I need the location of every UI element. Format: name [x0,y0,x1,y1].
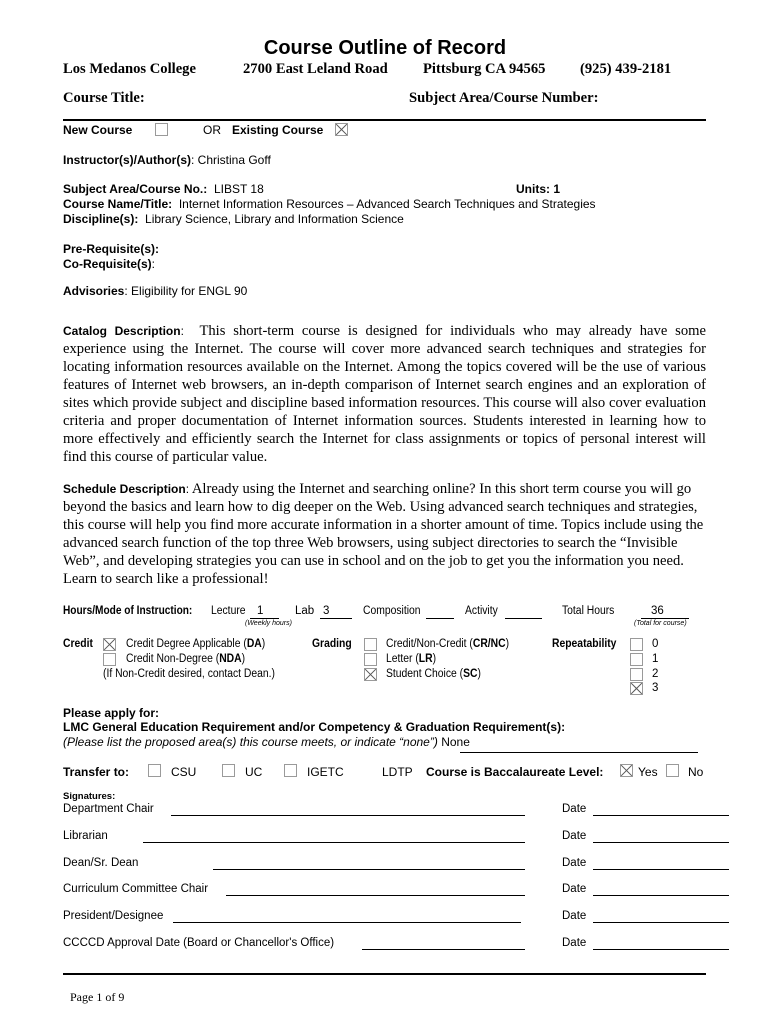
college-name: Los Medanos College [63,61,196,77]
coreq-label: Co-Requisite(s) [63,257,152,271]
sig-librarian-label: Librarian [63,830,108,842]
sig-dean-label: Dean/Sr. Dean [63,857,139,869]
sig-librarian-date-line[interactable] [593,842,729,843]
baccalaureate-no-label: No [688,765,704,779]
total-hours-label: Total Hours [562,605,615,617]
sig-president-line[interactable] [173,922,521,923]
gen-ed-instr-none: none [403,735,430,749]
total-note: (Total for course) [634,620,687,627]
schedule-colon: : [185,482,190,496]
existing-course-checkbox[interactable] [335,123,348,136]
total-hours-underline [641,618,689,619]
sig-department-chair-line[interactable] [171,815,525,816]
sig-president-label: President/Designee [63,910,164,922]
header-divider [63,119,706,121]
sig-department-chair-date-label: Date [562,803,587,815]
repeat-1-checkbox[interactable] [630,653,643,666]
grading-crnc-close: ) [505,638,510,650]
signatures-heading: Signatures: [63,791,116,802]
sig-curriculum-chair-label: Curriculum Committee Chair [63,883,209,895]
credit-nda-text: Credit Non-Degree ( [126,653,220,665]
sig-dean-date-line[interactable] [593,869,729,870]
gen-ed-value: None [441,735,470,749]
transfer-uc-checkbox[interactable] [222,764,235,777]
credit-nda-label [126,653,245,665]
transfer-uc-label: UC [245,765,263,779]
transfer-csu-checkbox[interactable] [148,764,161,777]
lab-underline [320,618,352,619]
baccalaureate-no-checkbox[interactable] [666,764,679,777]
repeat-3-checkbox[interactable] [630,682,643,695]
units-row [516,182,560,196]
subject-value: LIBST 18 [213,182,264,196]
credit-da-checkbox[interactable] [103,638,116,651]
grading-lr-code: LR [418,653,433,665]
transfer-igetc-label: IGETC [307,765,344,779]
sig-curriculum-chair-date-line[interactable] [593,895,729,896]
sig-cccd-line[interactable] [362,949,525,950]
sig-dean-date-label: Date [562,857,587,869]
prereq-label: Pre-Requisite(s): [63,242,160,256]
grading-sc-close: ) [477,668,481,680]
college-phone: (925) 439-2181 [580,61,672,77]
credit-da-text: Credit Degree Applicable ( [126,638,247,650]
subject-row [63,182,264,196]
sig-president-date-line[interactable] [593,922,729,923]
college-address: 2700 East Leland Road [243,61,388,77]
footer-divider [63,973,706,975]
credit-da-close: ) [261,638,266,650]
sig-cccd-label: CCCCD Approval Date (Board or Chancellor's Office) [63,937,335,949]
grading-sc-checkbox[interactable] [364,668,377,681]
course-name-label: Course Name/Title: [63,197,173,211]
lecture-label: Lecture [211,605,246,617]
new-course-checkbox[interactable] [155,123,168,136]
sig-department-chair-date-line[interactable] [593,815,729,816]
existing-course-label: Existing Course [232,123,324,137]
sig-cccd-date-line[interactable] [593,949,729,950]
grading-crnc-text: Credit/Non-Credit ( [386,638,473,650]
new-course-label: New Course [63,123,133,137]
coreq-row [63,257,155,271]
college-city: Pittsburg CA 94565 [423,61,546,77]
instructor-value: : Christina Goff [191,153,271,167]
page-title: Course Outline of Record [263,37,507,59]
sig-president-date-label: Date [562,910,587,922]
catalog-description [63,322,706,466]
advisories-row [63,284,247,298]
catalog-colon: : [180,324,184,338]
grading-label: Grading [312,638,352,650]
grading-sc-label [386,668,481,680]
transfer-igetc-checkbox[interactable] [284,764,297,777]
advisories-value: : Eligibility for ENGL 90 [124,284,248,298]
activity-underline [505,618,542,619]
lecture-underline [250,618,279,619]
schedule-description [63,480,706,588]
total-hours-value: 36 [651,605,664,617]
gen-ed-instr-b: ”) [429,735,442,749]
gen-ed-underline [460,752,698,753]
repeat-1-label: 1 [652,653,659,665]
baccalaureate-yes-label: Yes [638,765,658,779]
gen-ed-instructions [63,735,470,749]
sig-curriculum-chair-date-label: Date [562,883,587,895]
repeat-3-label: 3 [652,682,659,694]
repeat-0-checkbox[interactable] [630,638,643,651]
sig-dean-line[interactable] [213,869,525,870]
credit-label: Credit [63,638,93,650]
discipline-row [63,212,404,226]
repeat-2-label: 2 [652,668,659,680]
repeat-0-label: 0 [652,638,659,650]
apply-label: Please apply for: [63,706,160,720]
credit-nda-close: ) [241,653,246,665]
grading-sc-text: Student Choice ( [386,668,464,680]
repeat-2-checkbox[interactable] [630,668,643,681]
page-number: Page 1 of 9 [70,990,125,1004]
course-name-value: Internet Information Resources – Advanced Search Techniques and Strategies [178,197,596,211]
instructor-label: Instructor(s)/Author(s) [63,153,191,167]
schedule-label: Schedule Description [63,482,186,496]
schedule-text: Already using the Internet and searching online? In this short term course you will go beyond the basics and learn how to dig deeper on the Web. Using advanced search techniques and strategies, this course will help you find more accurate information in a shorter amount of time. Topics include using the advanced search function of the top three Web browsers, using subject directories to search the “Invisible Web”, and developing strategies you can use in school and on the job to get you the information you need. Learn to search like a professional! [63,481,704,587]
sig-librarian-date-label: Date [562,830,587,842]
or-label: OR [203,123,221,137]
sig-cccd-date-label: Date [562,937,587,949]
course-name-row [63,197,596,211]
activity-label: Activity [465,605,498,617]
grading-lr-label [386,653,436,665]
catalog-label: Catalog Description [63,324,181,338]
transfer-ldtp-label: LDTP [382,765,413,779]
grading-crnc-code: CR/NC [472,638,506,650]
repeatability-label: Repeatability [552,638,617,650]
sig-department-chair-label: Department Chair [63,803,154,815]
weekly-note: (Weekly hours) [245,620,292,627]
grading-lr-close: ) [432,653,437,665]
credit-note: (If Non-Credit desired, contact Dean.) [103,668,275,680]
grading-lr-checkbox[interactable] [364,653,377,666]
instructor-row [63,153,271,167]
baccalaureate-label: Course is Baccalaureate Level: [426,765,604,779]
transfer-csu-label: CSU [171,765,197,779]
hours-label: Hours/Mode of Instruction: [63,605,193,617]
baccalaureate-yes-checkbox[interactable] [620,764,633,777]
lecture-value: 1 [257,605,264,617]
credit-da-code: DA [246,638,262,650]
advisories-label: Advisories [63,284,125,298]
course-title-label: Course Title: [63,90,145,106]
gen-ed-instr-a: (Please list the proposed area(s) this course meets, or indicate “ [63,735,404,749]
subject-area-label: Subject Area/Course Number: [409,90,599,106]
credit-da-label [126,638,265,650]
discipline-value: Library Science, Library and Information Science [145,212,404,226]
credit-nda-code: NDA [219,653,242,665]
lab-value: 3 [323,605,330,617]
units-value: 1 [553,182,561,196]
credit-nda-checkbox[interactable] [103,653,116,666]
units-label: Units: [516,182,550,196]
sig-librarian-line[interactable] [143,842,525,843]
discipline-label: Discipline(s): [63,212,139,226]
grading-sc-code: SC [463,668,478,680]
sig-curriculum-chair-line[interactable] [226,895,525,896]
grading-lr-text: Letter ( [386,653,419,665]
composition-label: Composition [363,605,421,617]
grading-crnc-checkbox[interactable] [364,638,377,651]
coreq-colon: : [151,257,156,271]
subject-label: Subject Area/Course No.: [63,182,208,196]
transfer-label: Transfer to: [63,765,130,779]
catalog-text: This short-term course is designed for individuals who may already have some experience using the Internet. The course will cover more advanced search techniques and strategies for locating information resources available on the Internet. Among the topics covered will be the use of various features of Internet web browsers, an in-depth comparison of Internet search engines and an exploration of sites which provide subject and discipline based information resources. This course will also cover evaluation criteria and proper documentation of Internet information sources. Students interested in learning how to more effectively and efficiently search the Internet for class assignments or topics of personal interest will find this course of particular value. [63,323,706,465]
gen-ed-label: LMC General Education Requirement and/or Competency & Graduation Requirement(s): [63,720,566,734]
lab-label: Lab [295,605,315,617]
composition-underline [426,618,454,619]
grading-crnc-label [386,638,509,650]
